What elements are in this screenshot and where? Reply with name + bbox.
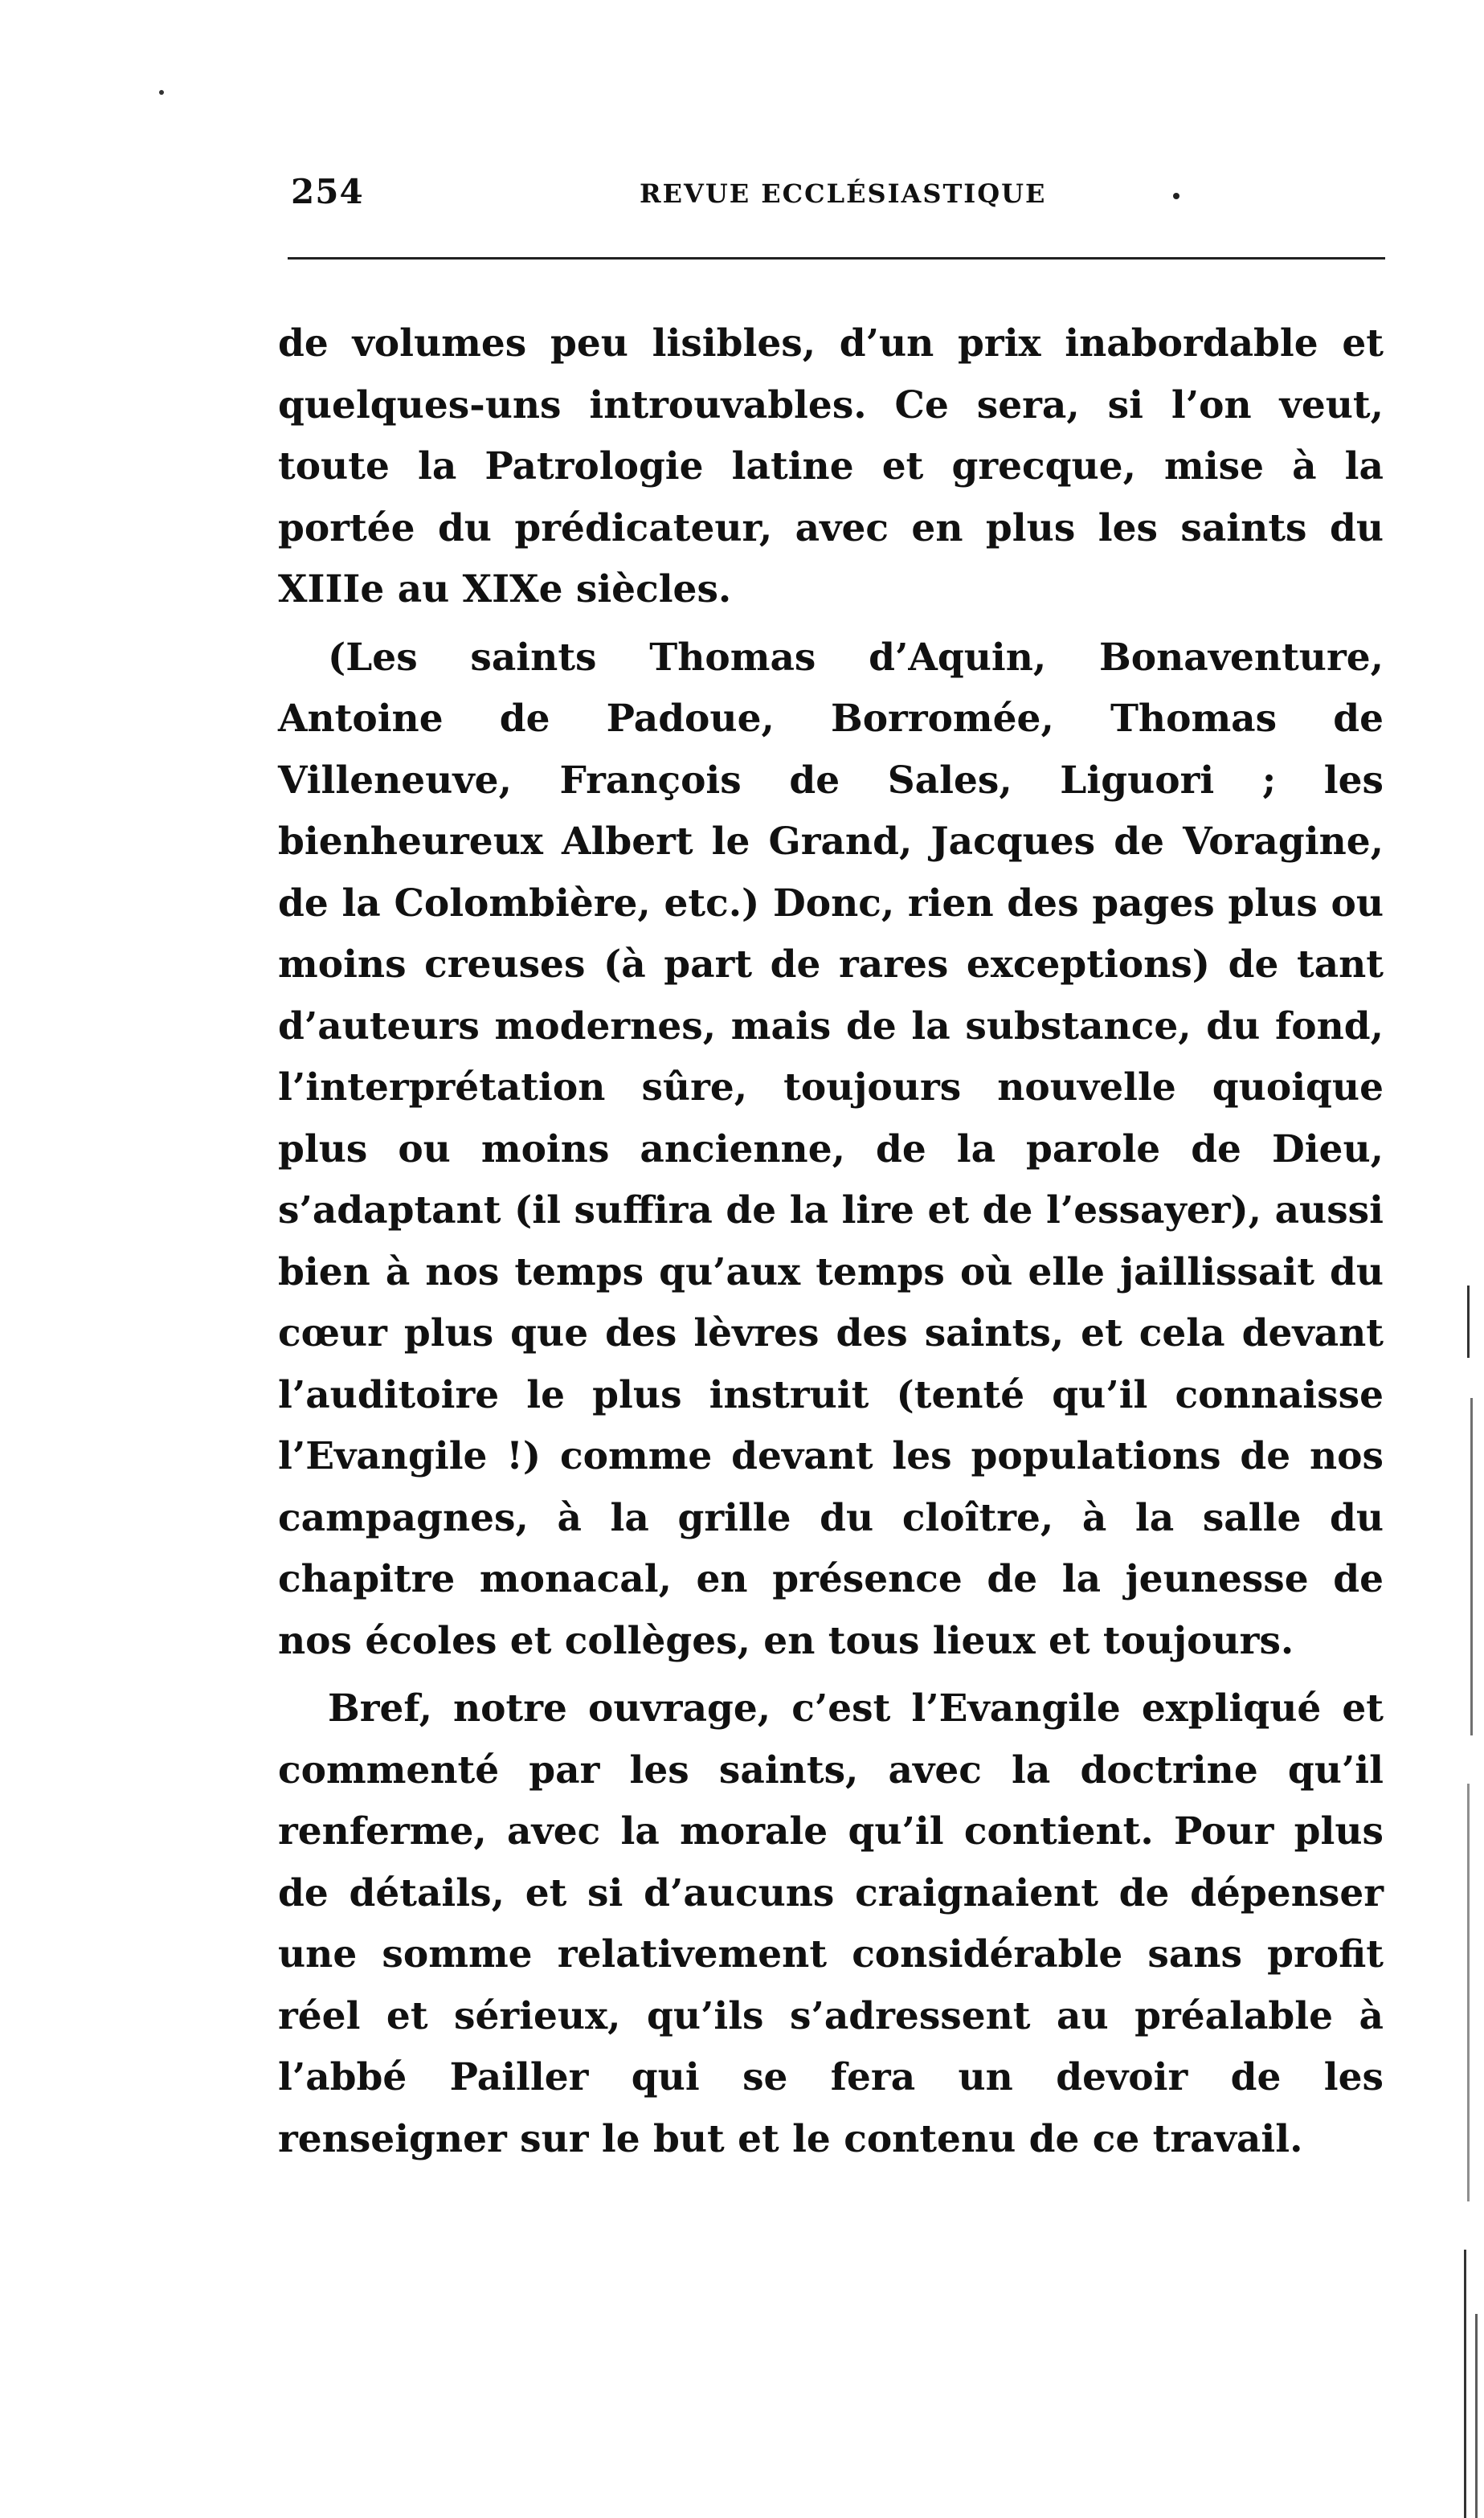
header-rule [288,257,1385,260]
paragraph-1: de volumes peu lisibles, d’un prix inabordable et quelques-uns introuvables. Ce sera, si l’on veut, toute la Patrologie latine et grecque, mise à la portée du prédicateur, avec en plus les saints du XIIIe au XIXe siècles. [278,321,1384,611]
ink-speck [159,90,164,95]
page-header [291,172,1384,220]
binding-edge-mark [1467,1286,1470,1358]
page-number: 254 [291,172,364,211]
binding-edge-mark [1464,2250,1466,2518]
running-head: REVUE ECCLÉSIASTIQUE [640,178,1047,209]
paragraph-2: (Les saints Thomas d’Aquin, Bonaventure, Antoine de Padoue, Borromée, Thomas de Villeneuve, François de Sales, Liguori ; les bienheureux Albert le Grand, Jacques de Voragine, de la Colombière, etc.) Donc, rien des pages plus ou moins creuses (à part de rares exceptions) de tant d’auteurs modernes, mais de la substance, du fond, l’interprétation sûre, toujours nouvelle quoique plus ou moins ancienne, de la parole de Dieu, s’adaptant (il suffira de la lire et de l’essayer), aussi bien à nos temps qu’aux temps où elle jaillissait du cœur plus que des lèvres des saints, et cela devant l’auditoire le plus instruit (tenté qu’il connaisse l’Evangile !) comme devant les populations de nos campagnes, à la grille du cloître, à la salle du chapitre monacal, en présence de la jeunesse de nos écoles et collèges, en tous lieux et toujours. [278,635,1384,1663]
header-dot [1173,193,1179,199]
paragraph-3: Bref, notre ouvrage, c’est l’Evangile expliqué et commenté par les saints, avec la doctrine qu’il renferme, avec la morale qu’il contient. Pour plus de détails, et si d’aucuns craignaient de dépenser une somme relativement considérable sans profit réel et sérieux, qu’ils s’adressent au préalable à l’abbé Pailler qui se fera un devoir de les renseigner sur le but et le contenu de ce travail. [278,1686,1384,2161]
binding-edge-mark [1467,1784,1470,2201]
binding-edge-mark [1475,2314,1478,2518]
binding-edge-mark [1470,1398,1473,1735]
body-text [278,313,1384,2170]
